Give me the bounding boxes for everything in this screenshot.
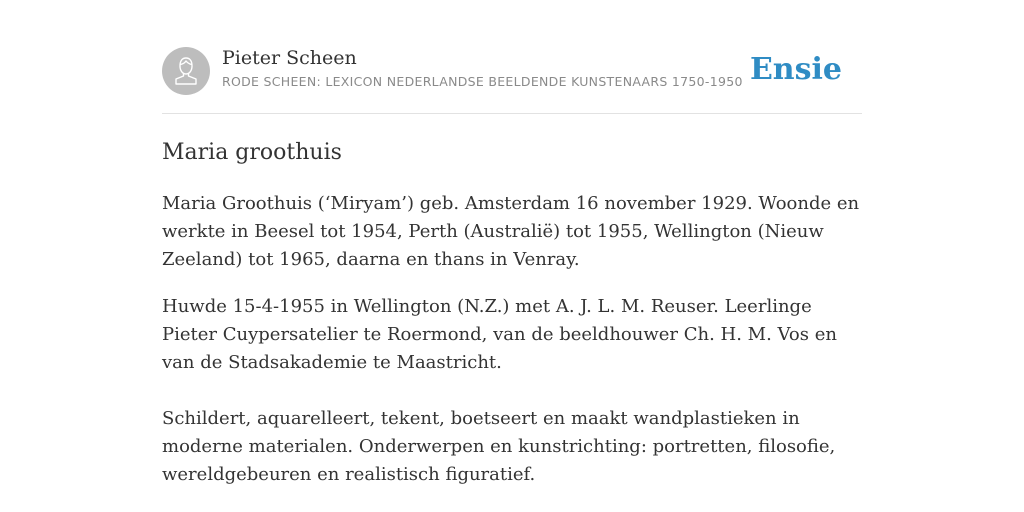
source-title[interactable]: RODE SCHEEN: LEXICON NEDERLANDSE BEELDENDE KUNSTENAARS 1750-1950 (222, 74, 743, 89)
paragraph-spacer (162, 377, 868, 405)
user-avatar-icon[interactable] (162, 47, 210, 95)
article-body (162, 190, 868, 489)
article-paragraph: Maria Groothuis (‘Miryam’) geb. Amsterdam 16 november 1929. Woonde en werkte in Beesel tot 1954, Perth (Australië) tot 1955, Wellington (Nieuw Zeeland) tot 1965, daarna en thans in Venray. (162, 193, 860, 270)
article-paragraph: Schildert, aquarelleert, tekent, boetseert en maakt wandplastieken in moderne materialen. Onderwerpen en kunstrichting: portretten, filosofie, wereldgebeuren en realistisch figuratief. (162, 408, 836, 485)
header (162, 46, 862, 96)
header-divider (162, 113, 862, 114)
brand-logo[interactable]: Ensie (749, 52, 842, 87)
author-name[interactable]: Pieter Scheen (222, 47, 357, 69)
article-paragraph: Huwde 15-4-1955 in Wellington (N.Z.) met A. J. L. M. Reuser. Leerlinge Pieter Cuypersatelier te Roermond, van de beeldhouwer Ch. H. M. Vos en van de Stadsakademie te Maastricht. (162, 296, 837, 373)
page-title: Maria groothuis (162, 140, 342, 165)
